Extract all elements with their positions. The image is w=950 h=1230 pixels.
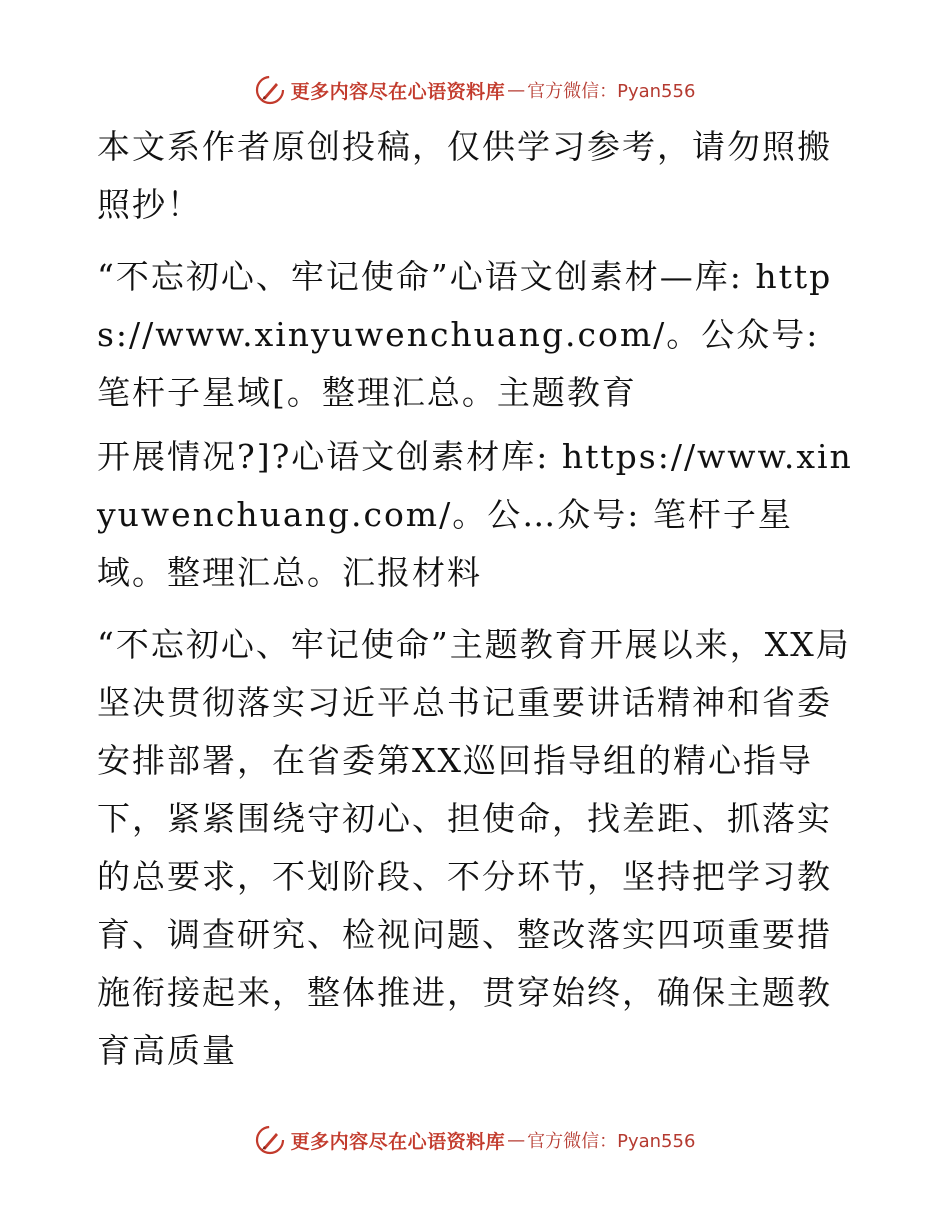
header-wechat-text: 官方微信：Pyan556	[527, 81, 696, 102]
header-separator: —	[507, 79, 526, 101]
document-body	[97, 118, 857, 1094]
footer-wechat-text: 官方微信：Pyan556	[527, 1131, 696, 1152]
page-header-banner	[0, 70, 950, 110]
source-paragraph-2: 开展情况?]?心语文创素材库: https://www.xinyuwenchuang.com/。公…众号: 笔杆子星域。整理汇总。汇报材料	[97, 437, 853, 592]
footer-site-text: 更多内容尽在心语资料库	[290, 1130, 506, 1153]
copyright-notice: 本文系作者原创投稿，仅供学习参考，请勿照搬照抄！	[97, 127, 832, 224]
body-paragraph: “不忘初心、牢记使命”主题教育开展以来，XX局坚决贯彻落实习近平总书记重要讲话精神和省委安排部署，在省委第XX巡回指导组的精心指导下，紧紧围绕守初心、担使命，找差距、抓落实的总要求，不划阶段、不分环节，坚持把学习教育、调查研究、检视问题、整改落实四项重要措施衔接起来，整体推进，贯穿始终，确保主题教育高质量	[97, 625, 851, 1070]
quill-pen-logo-icon	[255, 1125, 285, 1155]
header-site-text: 更多内容尽在心语资料库	[290, 80, 506, 103]
quill-pen-logo-icon	[255, 75, 285, 105]
source-paragraph-1: “不忘初心、牢记使命”心语文创素材—库: https://www.xinyuwenchuang.com/。公众号: 笔杆子星域[。整理汇总。主题教育	[97, 257, 833, 412]
footer-separator: —	[507, 1129, 526, 1151]
page-footer-banner	[0, 1120, 950, 1160]
